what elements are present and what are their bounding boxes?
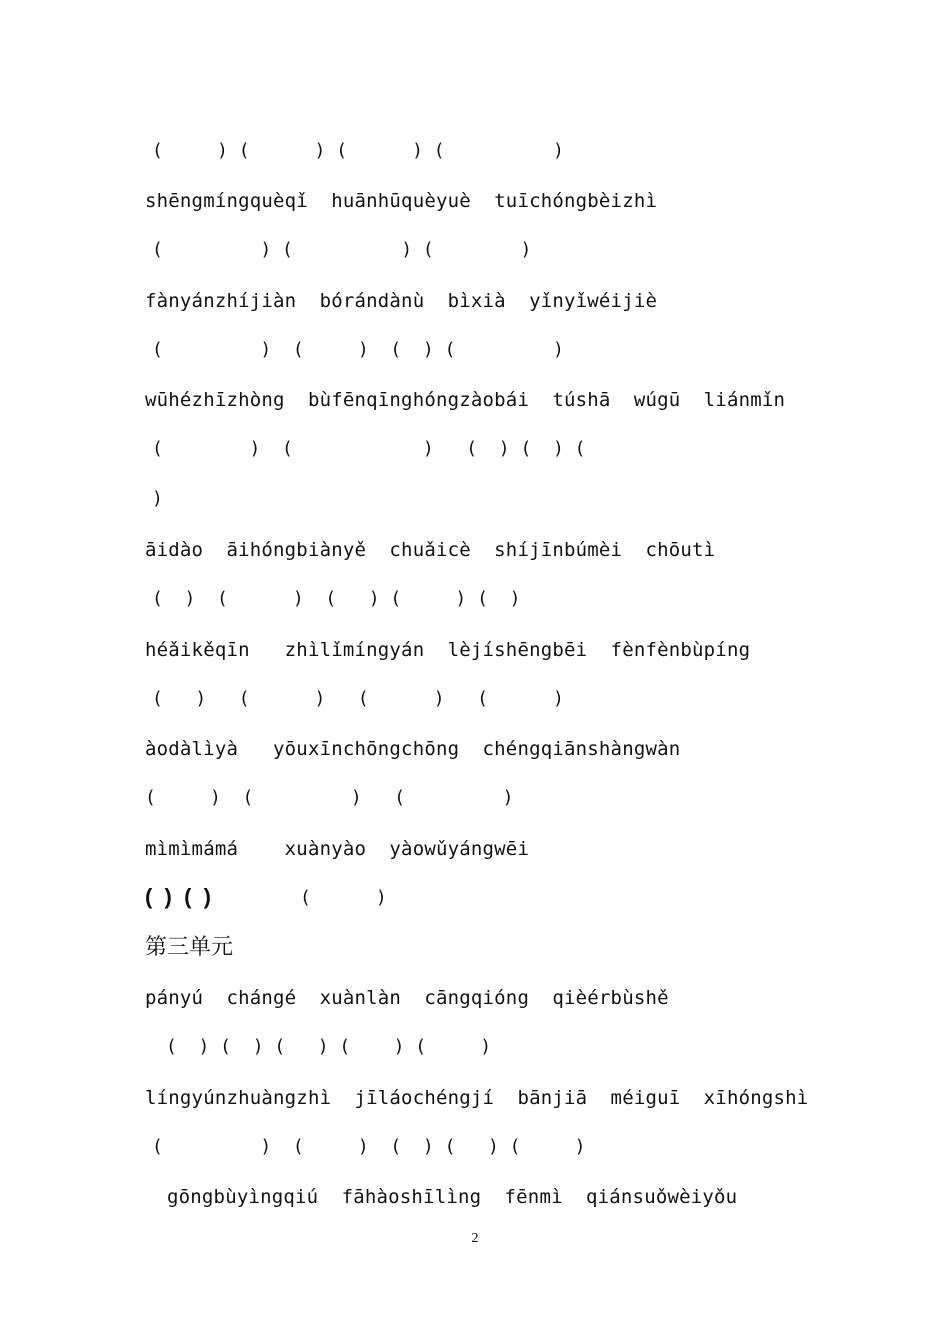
unit-heading: 第三单元 xyxy=(145,935,234,960)
bracket-row-10: ( ) ( ) ( ) ( ) ( ) xyxy=(152,1136,586,1157)
bracket-row-4-wrap: ) xyxy=(152,488,163,509)
bracket-row-4: ( ) ( ) ( ) ( ) ( xyxy=(152,438,586,459)
page-number: 2 xyxy=(471,1231,479,1246)
pinyin-row-3: wūhézhīzhòng bùfēnqīnghóngzàobái túshā wúgū liánmǐn xyxy=(145,389,786,411)
pinyin-row-2: fànyánzhíjiàn bórándànù bìxià yǐnyǐwéijiè xyxy=(145,290,658,312)
bracket-row-9: ( ) ( ) ( ) ( ) ( ) xyxy=(166,1036,492,1057)
bracket-row-2: ( ) ( ) ( ) xyxy=(152,239,532,260)
bracket-row-8-bold: ( ) ( ) xyxy=(145,884,211,909)
pinyin-row-1: shēngmíngquèqǐ huānhūquèyuè tuīchóngbèizhì xyxy=(145,190,658,212)
bracket-row-1: ( ) ( ) ( ) ( ) xyxy=(152,140,564,161)
bracket-row-3: ( ) ( ) ( ) ( ) xyxy=(152,339,564,360)
bracket-row-8: ( ) xyxy=(300,887,387,908)
pinyin-row-4: āidào āihóngbiànyě chuǎicè shíjīnbúmèi chōutì xyxy=(145,539,716,561)
pinyin-row-10: gōngbùyìngqiú fāhàoshīlìng fēnmì qiánsuǒwèiyǒu xyxy=(167,1186,738,1208)
pinyin-row-9: língyúnzhuàngzhì jīláochéngjí bānjiā méiguī xīhóngshì xyxy=(145,1087,809,1109)
pinyin-row-5: héǎikěqīn zhìlǐmíngyán lèjíshēngbēi fènfènbùpíng xyxy=(145,639,751,661)
pinyin-row-8: pányú chángé xuànlàn cāngqióng qièérbùshě xyxy=(145,987,669,1009)
bracket-row-7: ( ) ( ) ( ) xyxy=(145,787,514,808)
pinyin-row-6: àodàlìyà yōuxīnchōngchōng chéngqiānshàngwàn xyxy=(145,738,681,760)
pinyin-row-7: mìmìmámá xuànyào yàowǔyángwēi xyxy=(145,838,530,860)
bracket-row-6: ( ) ( ) ( ) ( ) xyxy=(152,688,564,709)
bracket-row-5: ( ) ( ) ( ) ( ) ( ) xyxy=(152,588,521,609)
